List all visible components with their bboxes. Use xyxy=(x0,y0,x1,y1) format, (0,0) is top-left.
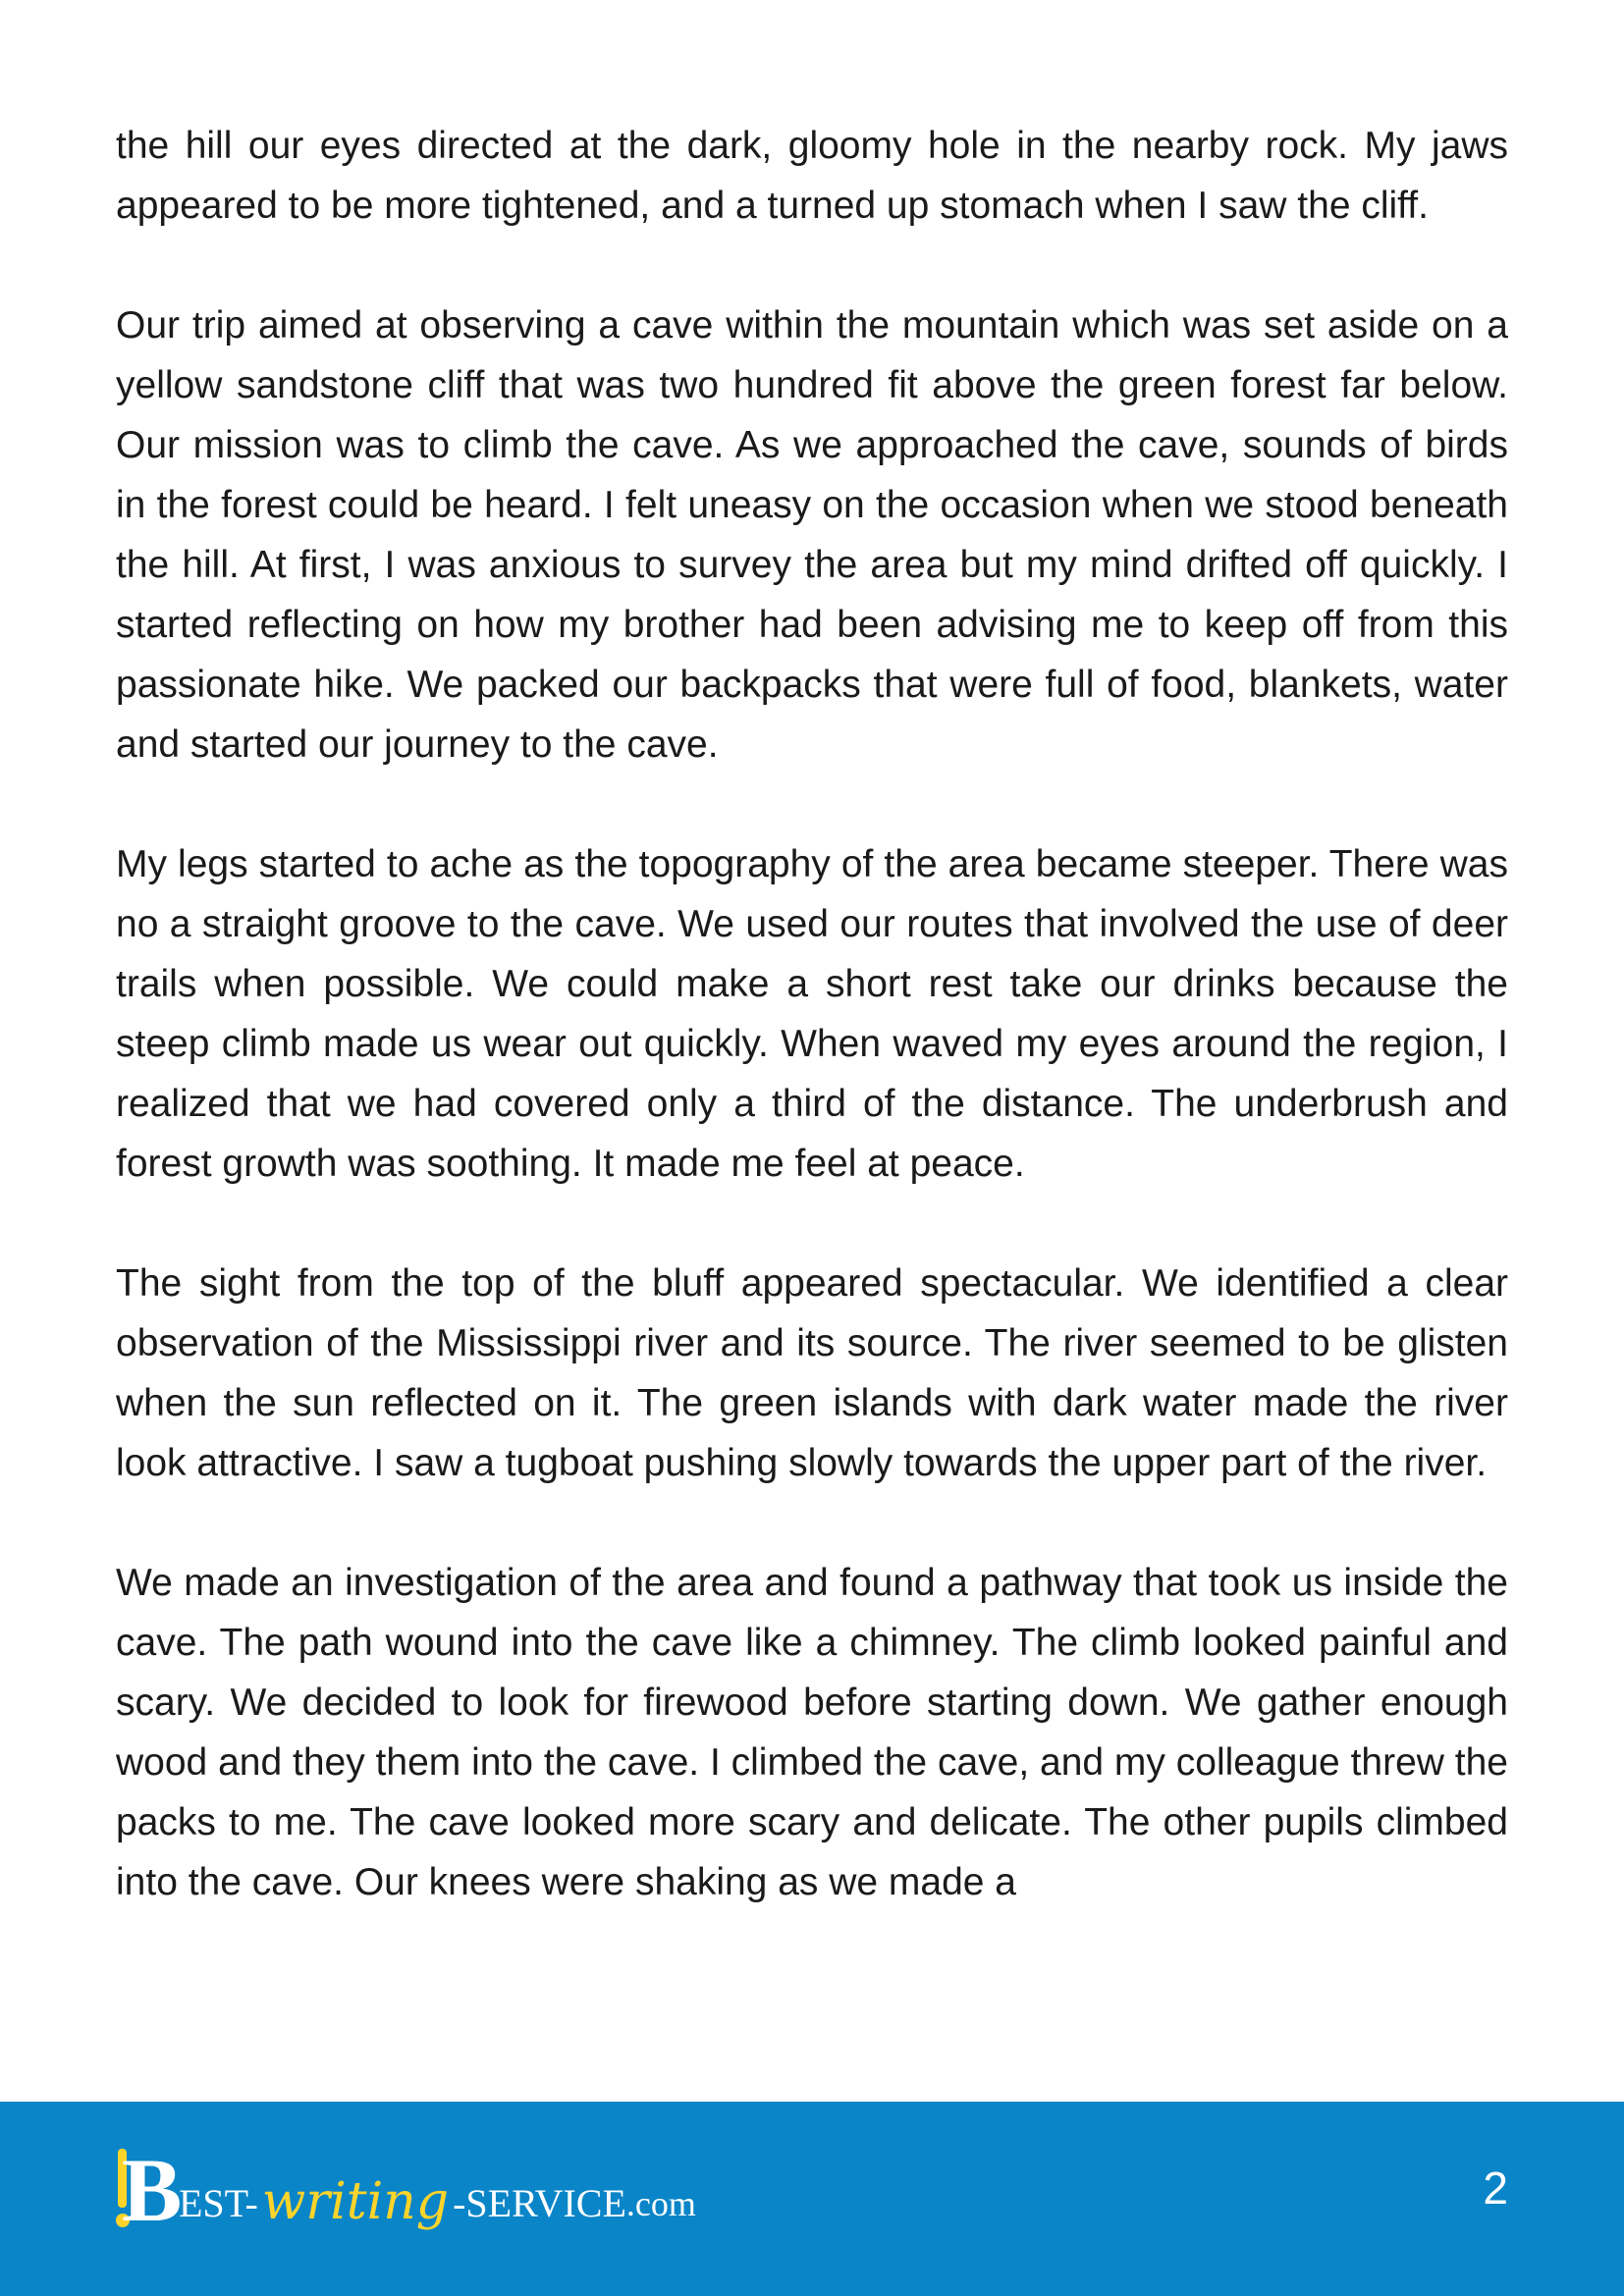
paragraph-3: My legs started to ache as the topography of the area became steeper. There was no a straight groove to the cave. We used our routes that involved the use of deer trails when possible. We could make a short rest take our drinks because the steep climb made us wear out quickly. When waved my eyes around the region, I realized that we had covered only a third of the distance. The underbrush and forest growth was soothing. It made me feel at peace. xyxy=(116,843,1508,1185)
logo-tld: .com xyxy=(625,2184,696,2223)
paragraph-5: We made an investigation of the area and found a pathway that took us inside the cave. The path wound into the cave like a chimney. The climb looked painful and scary. We decided to look for firewood before starting down. We gather enough wood and they them into the cave. I climbed the cave, and my colleague threw the packs to me. The cave looked more scary and delicate. The other pupils climbed into the cave. Our knees were shaking as we made a xyxy=(116,1562,1508,1903)
page-footer xyxy=(0,2102,1624,2296)
page-number: 2 xyxy=(1483,2163,1508,2214)
logo-separator: - xyxy=(453,2181,466,2225)
brand-logo xyxy=(116,2139,696,2240)
paragraph-2: Our trip aimed at observing a cave within the mountain which was set aside on a yellow sandstone cliff that was two hundred fit above the green forest far below. Our mission was to climb the cave. As we approached the cave, sounds of birds in the forest could be heard. I felt uneasy on the occasion when we stood beneath the hill. At first, I was anxious to survey the area but my mind drifted off quickly. I started reflecting on how my brother had been advising me to keep off from this passionate hike. We packed our backpacks that were full of food, blankets, water and started our journey to the cave. xyxy=(116,304,1508,766)
paragraph-1: the hill our eyes directed at the dark, gloomy hole in the nearby rock. My jaws appeared to be more tightened, and a turned up stomach when I saw the cliff. xyxy=(116,125,1508,227)
logo-script-word: writing xyxy=(261,2172,450,2231)
logo-prefix: EST- xyxy=(179,2181,258,2225)
logo-service: SERVICE xyxy=(465,2181,626,2225)
logo-mark-icon xyxy=(116,2140,183,2240)
paragraph-4: The sight from the top of the bluff appeared spectacular. We identified a clear observation of the Mississippi river and its source. The river seemed to be glisten when the sun reflected on it. The green islands with dark water made the river look attractive. I saw a tugboat pushing slowly towards the upper part of the river. xyxy=(116,1262,1508,1484)
document-body xyxy=(116,116,1508,1912)
logo-initial: B xyxy=(122,2140,183,2240)
